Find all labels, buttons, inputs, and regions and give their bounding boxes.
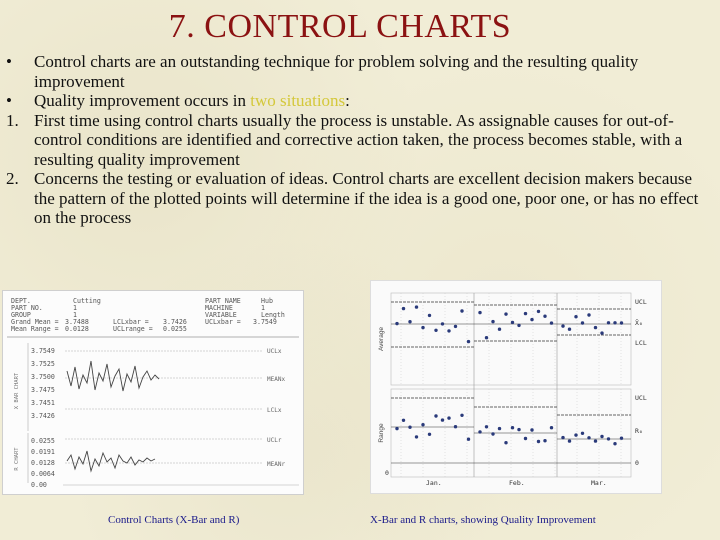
average-point [408, 320, 411, 323]
range-point [543, 439, 546, 442]
range-point [620, 437, 623, 440]
average-point [568, 328, 571, 331]
range-point [594, 439, 597, 442]
xbar-r-chart-printout [2, 290, 304, 495]
range-point [402, 419, 405, 422]
bullet-text: Control charts are an outstanding technique for problem solving and the resulting quality improvement [34, 52, 639, 91]
header-label: LCLxbar = [113, 318, 149, 326]
header-value: 1 [73, 304, 77, 312]
header-label: Mean Range = [11, 325, 59, 333]
average-point [421, 326, 424, 329]
header-value: Length [261, 311, 285, 319]
range-point [395, 427, 398, 430]
range-point [498, 427, 501, 430]
average-point [543, 315, 546, 318]
range-point [574, 433, 577, 436]
top-lcl-label: LCL [635, 339, 647, 347]
bullet-marker: • [6, 52, 12, 71]
header-value: 1 [73, 311, 77, 319]
range-point [467, 438, 470, 441]
bullet-item [6, 91, 712, 111]
zero-tick-label: 0 [385, 469, 389, 477]
header-value: Hub [261, 297, 273, 305]
average-point [402, 307, 405, 310]
xbar-line-label: LCLx [267, 407, 282, 414]
average-point [478, 311, 481, 314]
average-point [498, 328, 501, 331]
xbar-tick-label: 3.7525 [31, 360, 55, 368]
average-axis-label: Average [378, 326, 385, 352]
average-point [428, 314, 431, 317]
month-label: Feb. [509, 479, 525, 487]
average-point [600, 331, 603, 334]
range-point [428, 433, 431, 436]
header-label: DEPT. [11, 297, 31, 305]
range-point [441, 418, 444, 421]
bottom-ucl-label: UCL [635, 394, 647, 402]
quality-improvement-image [371, 281, 661, 493]
numbered-item [6, 169, 712, 228]
bullet-text-end: : [345, 91, 350, 110]
xbar-line-label: UCLx [267, 348, 282, 355]
slide-body [6, 52, 712, 228]
r-axis-title: R CHART [14, 447, 20, 471]
header-label: UCLrange = [113, 325, 153, 333]
right-figure-caption: X-Bar and R charts, showing Quality Improvement [370, 514, 596, 526]
slide-title: 7. CONTROL CHARTS [168, 8, 512, 45]
bottom-center-label: R₀ [635, 427, 643, 435]
xbar-tick-label: 3.7451 [31, 399, 55, 407]
r-line-label: MEANr [267, 461, 286, 468]
r-tick-label: 0.0191 [31, 448, 55, 456]
average-point [524, 312, 527, 315]
header-value: 0.0128 [65, 325, 89, 333]
xbar-r-chart-image [3, 291, 303, 494]
average-point [550, 321, 553, 324]
month-label: Jan. [426, 479, 442, 487]
range-point [530, 428, 533, 431]
range-point [454, 425, 457, 428]
r-tick-label: 0.0128 [31, 459, 55, 467]
header-value: 3.7549 [253, 318, 277, 326]
header-value: 0.0255 [163, 325, 187, 333]
r-tick-label: 0.0064 [31, 470, 55, 478]
range-point [485, 425, 488, 428]
header-value: 3.7426 [163, 318, 187, 326]
header-label: GROUP [11, 311, 31, 319]
range-point [491, 432, 494, 435]
xbar-tick-label: 3.7549 [31, 347, 55, 355]
average-point [454, 325, 457, 328]
range-point [478, 430, 481, 433]
range-point [587, 436, 590, 439]
average-point [587, 313, 590, 316]
average-point [594, 326, 597, 329]
range-point [568, 439, 571, 442]
numbered-text: Concerns the testing or evaluation of ideas. Control charts are excellent decision makers because the pattern of the plotted points will determine if the idea is a good one, poor one, or has no effect on the process [34, 169, 699, 227]
range-point [460, 414, 463, 417]
bullet-item [6, 52, 712, 91]
range-point [421, 423, 424, 426]
header-label: VARIABLE [205, 311, 237, 319]
average-point [491, 320, 494, 323]
r-line-label: UCLr [267, 437, 282, 444]
bullet-text: Quality improvement occurs in [34, 91, 251, 110]
header-label: PART NAME [205, 297, 241, 305]
bottom-zero-label: 0 [635, 459, 639, 467]
range-point [524, 437, 527, 440]
quality-improvement-chart [370, 280, 662, 494]
xbar-line-label: MEANx [267, 376, 286, 383]
average-point [467, 340, 470, 343]
range-point [504, 441, 507, 444]
average-point [434, 329, 437, 332]
header-value: 3.7488 [65, 318, 89, 326]
xbar-axis-title: X BAR CHART [14, 372, 20, 410]
average-point [511, 321, 514, 324]
number-marker: 2. [6, 169, 19, 188]
xbar-tick-label: 3.7500 [31, 373, 55, 381]
r-tick-label: 0.00 [31, 481, 47, 489]
xbar-tick-label: 3.7426 [31, 412, 55, 420]
average-point [574, 315, 577, 318]
header-label: PART NO. [11, 304, 43, 312]
average-point [620, 321, 623, 324]
header-label: MACHINE [205, 304, 233, 312]
average-point [504, 312, 507, 315]
highlighted-phrase: two situations [250, 91, 346, 110]
header-label: Grand Mean = [11, 318, 59, 326]
range-point [550, 426, 553, 429]
range-point [537, 440, 540, 443]
average-point [460, 309, 463, 312]
left-figure-caption: Control Charts (X-Bar and R) [108, 514, 240, 526]
average-point [447, 329, 450, 332]
average-point [517, 324, 520, 327]
range-point [613, 442, 616, 445]
average-point [530, 318, 533, 321]
header-value: Cutting [73, 297, 101, 305]
range-point [415, 435, 418, 438]
average-point [561, 324, 564, 327]
range-axis-label: Range [378, 423, 385, 443]
average-point [581, 321, 584, 324]
range-point [434, 414, 437, 417]
average-point [415, 305, 418, 308]
header-value: 1 [261, 304, 265, 312]
range-point [408, 426, 411, 429]
average-point [441, 322, 444, 325]
average-point [607, 321, 610, 324]
average-point [485, 336, 488, 339]
range-point [581, 432, 584, 435]
top-center-label: X̄₀ [635, 319, 643, 327]
month-label: Mar. [591, 479, 607, 487]
range-point [517, 428, 520, 431]
top-ucl-label: UCL [635, 298, 647, 306]
numbered-text: First time using control charts usually the process is unstable. As assignable causes for out-of-control conditions are identified and corrective action taken, the process becomes stable, with a resulting quality improvement [34, 110, 683, 169]
range-point [561, 436, 564, 439]
header-label: UCLxbar = [205, 318, 241, 326]
numbered-item [6, 111, 712, 170]
range-point [447, 416, 450, 419]
range-point [607, 437, 610, 440]
range-point [511, 426, 514, 429]
xbar-tick-label: 3.7475 [31, 386, 55, 394]
bullet-marker: • [6, 91, 12, 110]
average-point [613, 321, 616, 324]
number-marker: 1. [6, 110, 19, 130]
average-point [395, 322, 398, 325]
r-tick-label: 0.0255 [31, 437, 55, 445]
range-point [600, 435, 603, 438]
average-point [537, 310, 540, 313]
